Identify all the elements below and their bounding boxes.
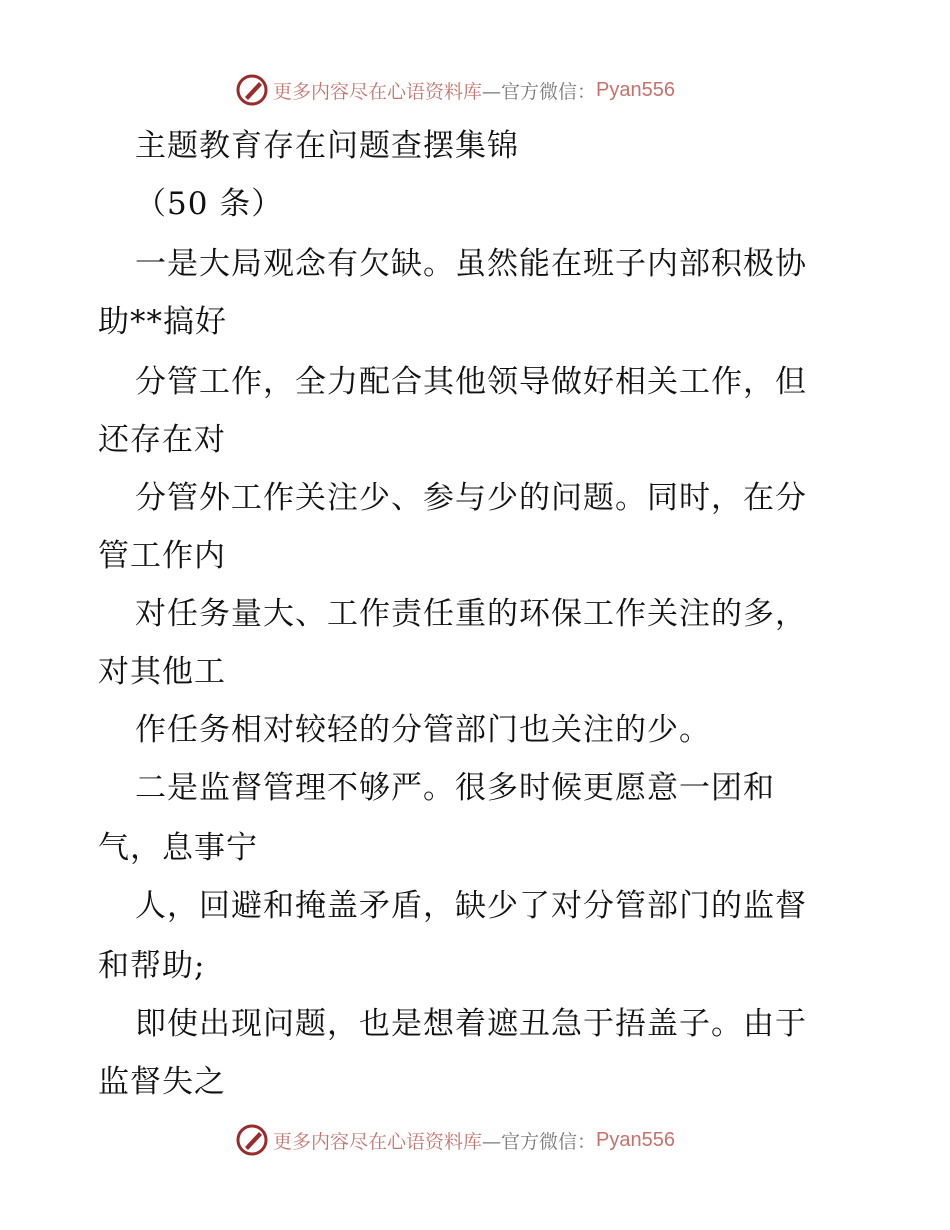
pen-logo-icon: [235, 73, 269, 107]
watermark-id: Pyan556: [596, 1128, 675, 1151]
footer-watermark: [235, 1122, 675, 1158]
text-line: 对其他工: [98, 654, 226, 690]
watermark-label: —官方微信：: [482, 1130, 597, 1153]
text-line: 人，回避和掩盖矛盾，缺少了对分管部门的监督: [135, 888, 807, 924]
text-line: 和帮助;: [98, 948, 206, 984]
text-line: 二是监督管理不够严。很多时候更愿意一团和: [135, 770, 775, 806]
text-line: 管工作内: [98, 538, 226, 574]
text-line: 一是大局观念有欠缺。虽然能在班子内部积极协: [135, 246, 807, 282]
text-line: 即使出现问题，也是想着遮丑急于捂盖子。由于: [135, 1006, 807, 1042]
document-title: 主题教育存在问题查摆集锦: [135, 128, 519, 164]
watermark-id: Pyan556: [596, 78, 675, 101]
text-line: （50 条）: [135, 186, 284, 222]
watermark-text: 更多内容尽在心语资料库: [273, 80, 483, 103]
header-watermark: [235, 72, 675, 108]
text-line: 分管外工作关注少、参与少的问题。同时，在分: [135, 480, 807, 516]
text-line: 对任务量大、工作责任重的环保工作关注的多，: [135, 596, 807, 632]
text-line: 助**搞好: [98, 304, 227, 340]
text-line: 监督失之: [98, 1064, 226, 1100]
text-line: 作任务相对较轻的分管部门也关注的少。: [135, 712, 711, 748]
watermark-text: 更多内容尽在心语资料库: [273, 1130, 483, 1153]
text-line: 气，息事宁: [98, 830, 258, 866]
watermark-label: —官方微信：: [482, 80, 597, 103]
text-line: 分管工作，全力配合其他领导做好相关工作，但: [135, 364, 807, 400]
text-line: 还存在对: [98, 422, 226, 458]
pen-logo-icon: [235, 1123, 269, 1157]
